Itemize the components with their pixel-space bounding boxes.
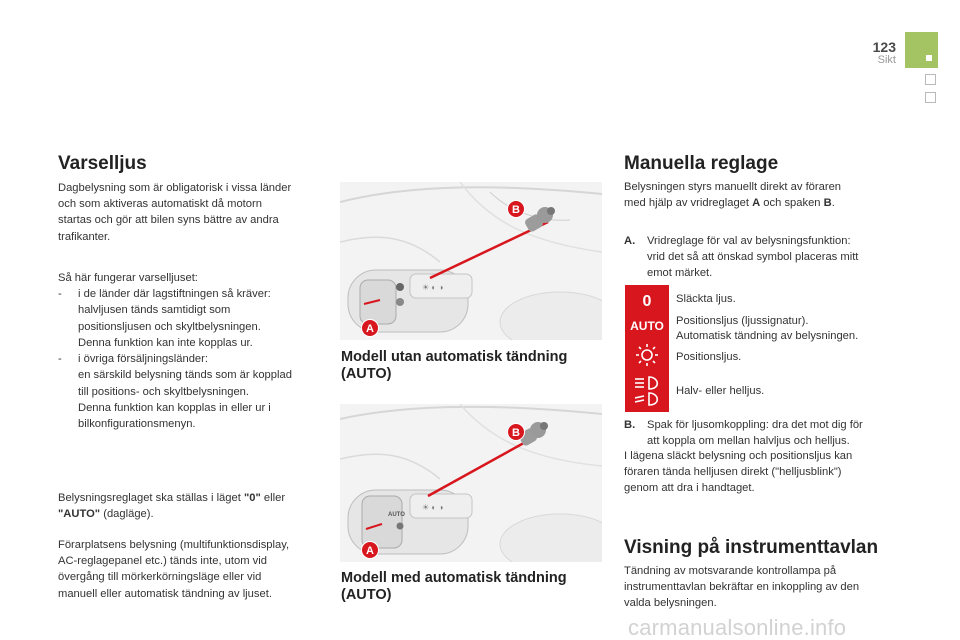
chapter-tab <box>905 32 938 68</box>
section-name: Sikt <box>877 54 896 66</box>
auto-icon <box>630 319 664 333</box>
varselljus-heading: Varselljus <box>58 153 147 174</box>
label-b-badge: B <box>507 423 525 441</box>
varselljus-intro: Dagbelysning som är obligatorisk i vissa länder och som aktiveras automatiskt då motorn startas och gör att bilen syns bättre av andra trafikanter. <box>58 182 292 243</box>
svg-text:AUTO: AUTO <box>388 512 405 518</box>
headlight-icon <box>635 377 657 405</box>
switch-position-text: Belysningsreglaget ska ställas i läget "0" eller "AUTO" (dagläge). <box>58 492 286 521</box>
list-item: - i övriga försäljningsländer: en särskild belysning tänds som är kopplad till positions- och skyltbelysningen. Denna funktion kan kopplas in eller ur i bilkonfigurationsmenyn. <box>58 353 292 431</box>
svg-text:☀ ◐ ◑: ☀ ◐ ◑ <box>422 283 444 292</box>
label-a-badge: A <box>361 319 379 337</box>
manuella-reglage-heading: Manuella reglage <box>624 153 779 174</box>
high-beam-flash-text: I lägena släckt belysning och positionsljus kan föraren tända helljusen direkt ("helljusblink") genom att dra i handtaget. <box>624 450 853 495</box>
visning-text: Tändning av motsvarande kontrollampa på instrumenttavlan bekräftar en inkoppling av den valda belysningen. <box>624 565 860 610</box>
label-b-badge: B <box>507 200 525 218</box>
watermark: carmanualsonline.info <box>628 615 847 640</box>
position-light-icon <box>636 344 658 366</box>
label-a-badge: A <box>361 541 379 559</box>
dashboard-lighting-text: Förarplatsens belysning (multifunktionsdisplay, AC-reglagepanel etc.) tänds inte, utom vid övergång till mörkerkörningsläge eller vid manuell eller automatisk tändning av ljuset. <box>58 539 290 600</box>
varselljus-how: Så här fungerar varselljuset: - i de länder där lagstiftningen så kräver: halvljusen tänds samtidigt som positionsljusen och skyltbelysningen. Denna funktion kan inte kopplas ur. - i övriga försäljningsländer: en särskild belysning tänds som är kopplad till positions- och skyltbelysningen. Denna funktion kan kopplas in eller ur i bilkonfigurationsmenyn. <box>58 270 328 432</box>
caption-without-auto: Modell utan automatisk tändning (AUTO) <box>341 349 568 383</box>
stalk-photo-without-auto <box>340 182 602 340</box>
symbol-auto-desc: Positionsljus (ljussignatur). Automatisk tändning av belysningen. <box>676 315 859 342</box>
svg-text:☀ ◐ ◑: ☀ ◐ ◑ <box>422 503 444 512</box>
symbol-position-desc: Positionsljus. <box>676 351 742 363</box>
item-a-description: A. Vridreglage för val av belysningsfunktion: vrid det så att önskad symbol placeras mitt emot märket. <box>624 235 859 280</box>
symbol-headlight-desc: Halv- eller helljus. <box>676 385 765 397</box>
list-item: - i de länder där lagstiftningen så kräver: halvljusen tänds samtidigt som positionsljusen och skyltbelysningen. Denna funktion kan inte kopplas ur. <box>58 288 271 349</box>
chapter-box <box>925 74 936 85</box>
light-symbols-strip <box>625 285 669 412</box>
symbol-zero-desc: Släckta ljus. <box>676 293 736 305</box>
zero-icon <box>643 293 652 310</box>
svg-text:AUTO: AUTO <box>630 319 664 333</box>
svg-text:0: 0 <box>642 293 652 310</box>
visning-heading: Visning på instrumenttavlan <box>624 537 879 558</box>
chapter-box <box>925 92 936 103</box>
item-b-description: B. Spak för ljusomkoppling: dra det mot dig för att koppla om mellan halvljus och helljus. <box>624 419 863 448</box>
caption-with-auto: Modell med automatisk tändning (AUTO) <box>341 570 567 604</box>
stalk-photo-with-auto <box>340 404 602 562</box>
page-number: 123 <box>872 39 896 55</box>
manual-intro: Belysningen styrs manuellt direkt av föraren med hjälp av vridreglaget A och spaken B. <box>624 181 842 210</box>
